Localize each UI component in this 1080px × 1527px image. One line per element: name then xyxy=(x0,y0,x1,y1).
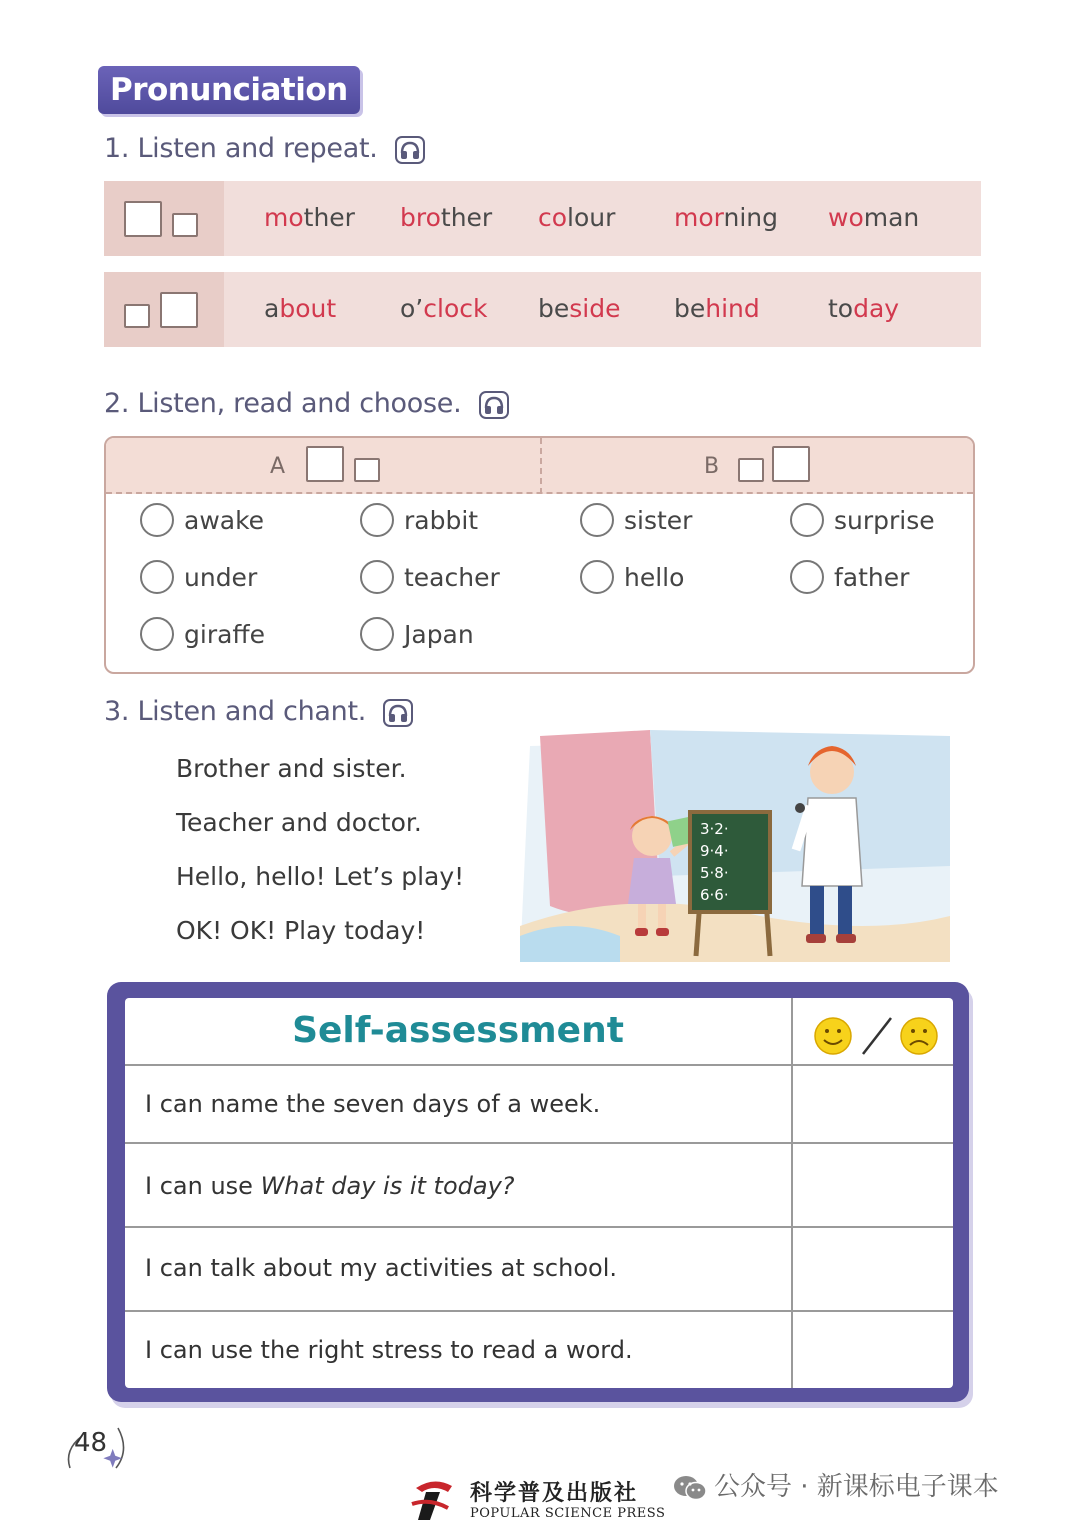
svg-text:5·8·: 5·8· xyxy=(700,864,729,882)
page-number: 48 xyxy=(74,1428,108,1458)
exercise-1-title: 1. Listen and repeat. xyxy=(104,133,378,164)
column-a-label: A xyxy=(270,454,286,479)
option-japan[interactable]: Japan xyxy=(360,620,474,651)
option-sister[interactable]: sister xyxy=(580,506,692,537)
option-giraffe[interactable]: giraffe xyxy=(140,620,265,651)
radio-circle[interactable] xyxy=(140,503,174,537)
radio-circle[interactable] xyxy=(790,503,824,537)
publisher-logo xyxy=(408,1470,678,1526)
assessment-row-2: I can use What day is it today? xyxy=(145,1172,515,1200)
self-assessment-panel xyxy=(107,982,969,1402)
publisher-name-en: POPULAR SCIENCE PRESS xyxy=(470,1506,666,1521)
radio-circle[interactable] xyxy=(360,503,394,537)
word-about: about xyxy=(264,294,337,323)
choose-header xyxy=(106,438,973,494)
exercise-2-heading xyxy=(104,388,510,420)
option-father[interactable]: father xyxy=(790,563,909,594)
chant-line-1: Brother and sister. xyxy=(176,754,407,783)
watermark xyxy=(672,1466,999,1503)
exercise-3-heading xyxy=(104,696,414,728)
chant-line-2: Teacher and doctor. xyxy=(176,808,422,837)
word-beside: beside xyxy=(538,294,621,323)
classroom-illustration xyxy=(510,726,950,966)
word-behind: behind xyxy=(674,294,760,323)
wechat-icon xyxy=(672,1474,708,1502)
option-hello[interactable]: hello xyxy=(580,563,684,594)
option-under[interactable]: under xyxy=(140,563,257,594)
exercise-1-heading xyxy=(104,133,426,165)
svg-text:9·4·: 9·4· xyxy=(700,842,729,860)
word-mother: mother xyxy=(264,203,355,232)
svg-text:6·6·: 6·6· xyxy=(700,886,729,904)
word-oclock: o’clock xyxy=(400,294,488,323)
radio-circle[interactable] xyxy=(580,560,614,594)
radio-circle[interactable] xyxy=(580,503,614,537)
headphones-icon[interactable] xyxy=(382,698,414,728)
radio-circle[interactable] xyxy=(360,560,394,594)
radio-circle[interactable] xyxy=(790,560,824,594)
assessment-row-1: I can name the seven days of a week. xyxy=(145,1090,601,1118)
radio-circle[interactable] xyxy=(360,617,394,651)
assessment-row-3: I can talk about my activities at school. xyxy=(145,1254,617,1282)
self-assessment-title: Self-assessment xyxy=(292,1010,624,1051)
radio-circle[interactable] xyxy=(140,617,174,651)
word-colour: colour xyxy=(538,203,616,232)
headphones-icon[interactable] xyxy=(478,390,510,420)
option-surprise[interactable]: surprise xyxy=(790,506,935,537)
radio-circle[interactable] xyxy=(140,560,174,594)
publisher-name-cn: 科学普及出版社 xyxy=(470,1480,639,1506)
option-teacher[interactable]: teacher xyxy=(360,563,500,594)
word-brother: brother xyxy=(400,203,493,232)
self-assessment-table xyxy=(125,998,953,1388)
exercise-3-title: 3. Listen and chant. xyxy=(104,696,367,727)
stress-pattern-strong-weak xyxy=(104,181,224,256)
pronunciation-row-2 xyxy=(104,272,981,347)
publisher-emblem-icon xyxy=(408,1474,460,1524)
word-woman: woman xyxy=(828,203,920,232)
pronunciation-row-1 xyxy=(104,181,981,256)
column-b-label: B xyxy=(704,454,720,479)
option-rabbit[interactable]: rabbit xyxy=(360,506,478,537)
exercise-2-title: 2. Listen, read and choose. xyxy=(104,388,462,419)
chant-line-4: OK! OK! Play today! xyxy=(176,916,426,945)
headphones-icon[interactable] xyxy=(394,135,426,165)
word-morning: morning xyxy=(674,203,779,232)
section-title: Pronunciation xyxy=(98,66,360,114)
word-today: today xyxy=(828,294,900,323)
choose-box xyxy=(104,436,975,674)
option-awake[interactable]: awake xyxy=(140,506,264,537)
assessment-row-4: I can use the right stress to read a word. xyxy=(145,1336,633,1364)
watermark-text: 公众号 · 新课标电子课本 xyxy=(714,1472,999,1502)
smile-frown-icon xyxy=(811,1010,941,1060)
stress-pattern-weak-strong xyxy=(104,272,224,347)
svg-text:3·2·: 3·2· xyxy=(700,820,729,838)
chant-line-3: Hello, hello! Let’s play! xyxy=(176,862,465,891)
